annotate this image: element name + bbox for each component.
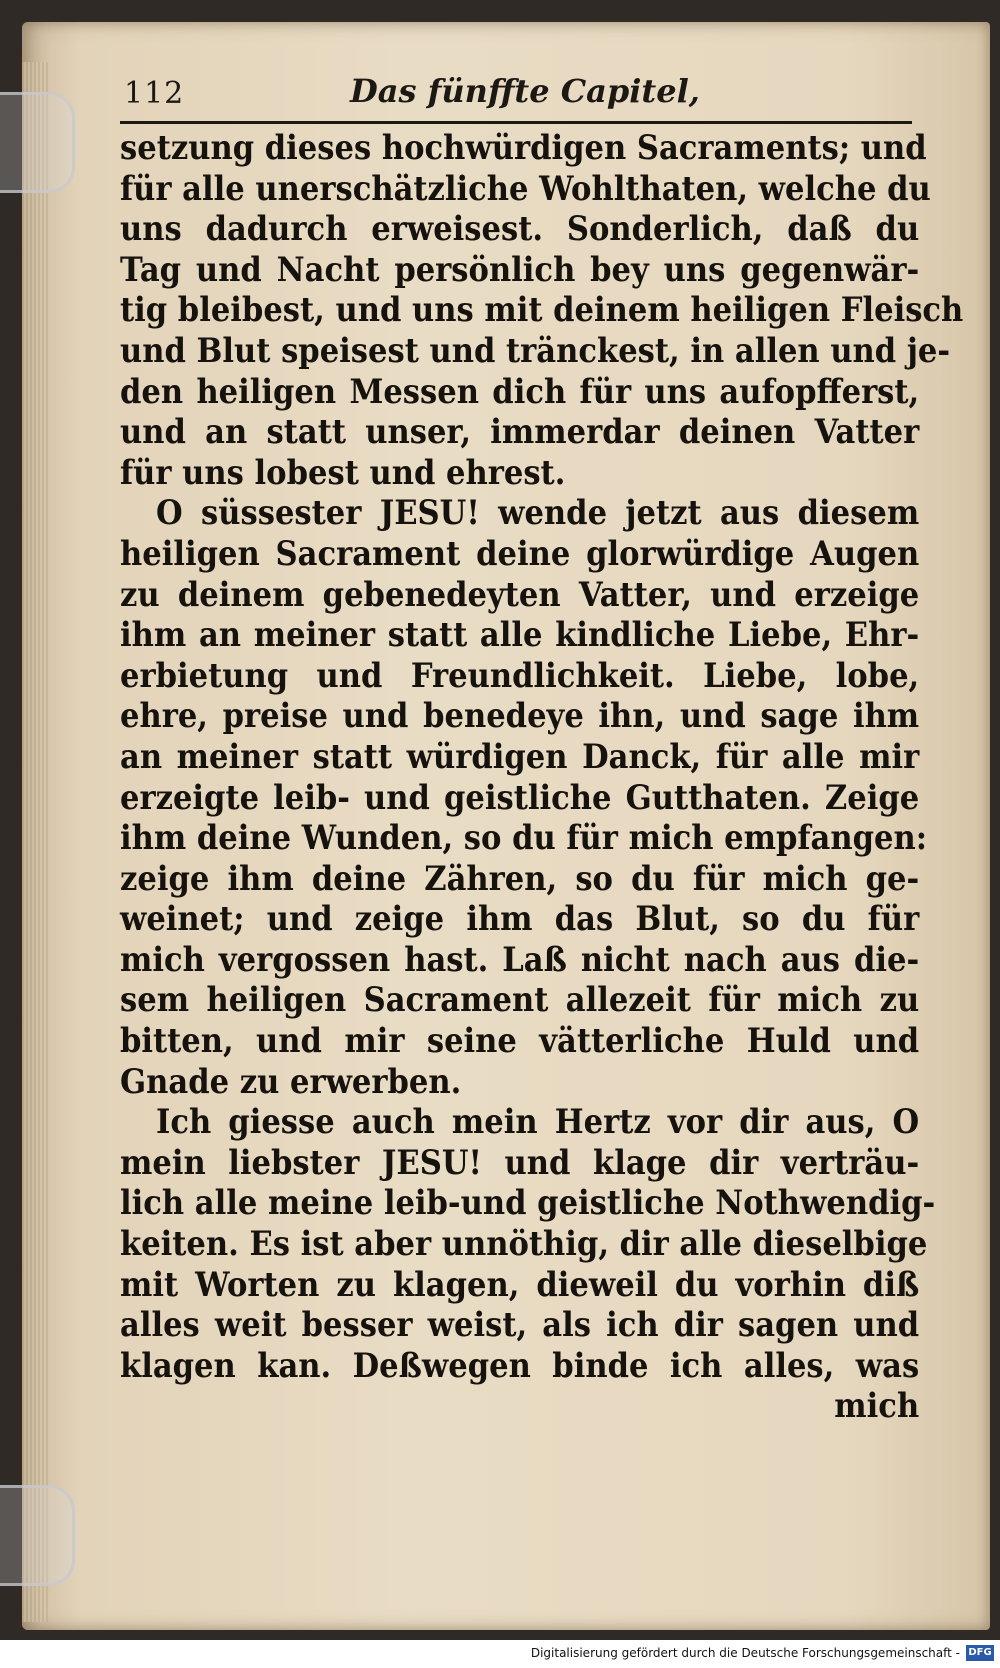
text-line: ehre, preise und benedeye ihn, und sage ihm [120, 696, 920, 737]
text-line: Tag und Nacht persönlich bey uns gegenwär- [120, 249, 920, 290]
page-clip-icon [0, 1485, 75, 1586]
text-line: an meiner statt würdigen Danck, für alle mir [120, 736, 920, 777]
header-rule [120, 121, 912, 124]
text-line: ihm an meiner statt alle kindliche Liebe, Ehr- [120, 615, 920, 656]
page-number: 112 [124, 76, 185, 111]
text-line: bitten, und mir seine vätterliche Huld und [120, 1021, 920, 1062]
text-line: mich vergossen hast. Laß nicht nach aus die- [120, 939, 920, 980]
text-line: zeige ihm deine Zähren, so du für mich ge- [120, 858, 920, 899]
text-line: Ich giesse auch mein Hertz vor dir aus, O [156, 1102, 920, 1143]
text-line: erzeigte leib- und geistliche Gutthaten. Zeige [120, 777, 920, 818]
text-line: zu deinem gebenedeyten Vatter, und erzeige [120, 574, 920, 615]
page-edge [22, 62, 48, 1622]
text-line: für uns lobest und ehrest. [120, 452, 566, 493]
text-line: und an statt unser, immerdar deinen Vatter [120, 412, 920, 453]
page-header [120, 70, 920, 116]
text-line: alles weit besser weist, als ich dir sagen und [120, 1305, 920, 1346]
text-line: uns dadurch erweisest. Sonderlich, daß du [120, 209, 920, 250]
text-line: setzung dieses hochwürdigen Sacraments; und [120, 128, 927, 168]
text-line: lich alle meine leib-und geistliche Nothwendig- [120, 1183, 936, 1224]
body-text [120, 128, 964, 1427]
catchword: mich [834, 1386, 920, 1427]
text-line: für alle unerschätzliche Wohlthaten, welche du [120, 168, 931, 209]
text-line: heiligen Sacrament deine glorwürdige Augen [120, 533, 920, 574]
text-line: mein liebster JESU! und klage dir verträu- [120, 1142, 920, 1183]
text-line: tig bleibest, und uns mit deinem heiligen Fleisch [120, 290, 964, 331]
text-line: Gnade zu erwerben. [120, 1061, 462, 1102]
text-line: erbietung und Freundlichkeit. Liebe, lobe, [120, 655, 920, 696]
footer-bar [0, 1640, 1000, 1668]
text-line: sem heiligen Sacrament allezeit für mich zu [120, 980, 920, 1021]
text-line: keiten. Es ist aber unnöthig, dir alle dieselbige [120, 1224, 928, 1265]
text-line: und Blut speisest und tränckest, in allen und je- [120, 330, 951, 371]
text-line: den heiligen Messen dich für uns aufopfferst, [120, 371, 920, 412]
dfg-logo: DFG [966, 1645, 994, 1661]
running-head: Das fünffte Capitel, [350, 72, 700, 110]
text-line: klagen kan. Deßwegen binde ich alles, was [120, 1345, 920, 1386]
text-line: ihm deine Wunden, so du für mich empfangen: [120, 818, 928, 859]
text-line: O süssester JESU! wende jetzt aus diesem [156, 493, 920, 534]
text-line: mit Worten zu klagen, dieweil du vorhin diß [120, 1264, 920, 1305]
funding-credit: Digitalisierung gefördert durch die Deutsche Forschungsgemeinschaft - [530, 1646, 960, 1660]
page-clip-icon [0, 92, 75, 193]
text-line: weinet; und zeige ihm das Blut, so du für [120, 899, 920, 940]
